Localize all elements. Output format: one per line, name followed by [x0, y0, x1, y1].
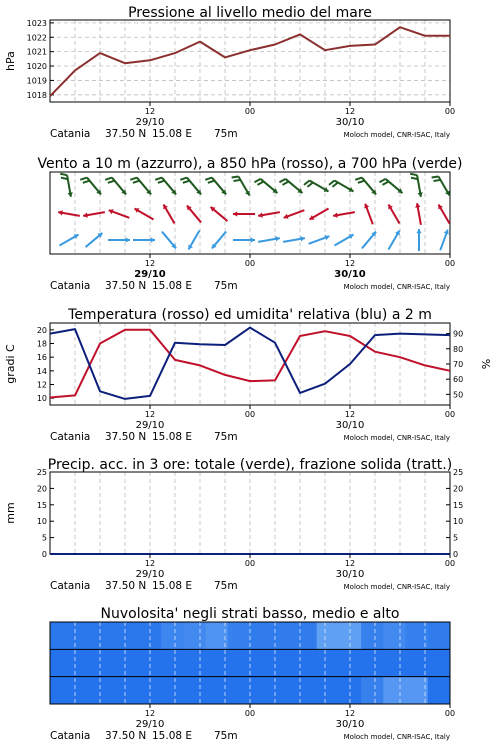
- precip-footer-lat: 37.50 N: [105, 580, 146, 592]
- clouds-cell-basso: [294, 677, 317, 704]
- clouds-footer-elev: 75m: [214, 730, 238, 742]
- wind-barb: [358, 181, 365, 183]
- wind-vector-10m: [389, 230, 400, 249]
- wind-vector-850hpa: [83, 212, 105, 218]
- temp-rh-title: Temperatura (rosso) ed umidita' relativa (blu) a 2 m: [67, 307, 432, 323]
- temp-rh-ytick-right-label: 80: [453, 345, 463, 354]
- clouds-cell-medio: [117, 649, 140, 676]
- wind-barb: [105, 178, 112, 180]
- wind-barb: [234, 180, 241, 181]
- temp-rh-ytick-right-label: 50: [453, 390, 463, 399]
- wind-barb: [410, 174, 417, 175]
- wind-barb: [432, 176, 439, 177]
- wind-barb: [80, 178, 87, 180]
- wind-barb: [307, 183, 312, 187]
- clouds-cell-basso: [428, 677, 451, 704]
- wind-head: [233, 211, 237, 216]
- clouds-xtick-label: 12: [145, 709, 155, 718]
- pressure-ytick-label: 1023: [27, 19, 47, 28]
- clouds-cell-basso: [250, 677, 273, 704]
- temp-rh-ytick-right-label: 90: [453, 330, 463, 339]
- pressure-title: Pressione al livello medio del mare: [128, 5, 372, 21]
- pressure-ytick-label: 1021: [27, 48, 47, 57]
- temp-rh-date-label: 29/10: [136, 420, 165, 431]
- clouds-cell-medio: [250, 649, 273, 676]
- wind-vector-850hpa: [415, 203, 421, 225]
- pressure-ylabel: hPa: [4, 51, 17, 71]
- wind-barb: [61, 178, 68, 179]
- wind-vector-700hpa: [205, 178, 226, 195]
- clouds-cell-basso: [72, 677, 95, 704]
- wind-vector-850hpa: [333, 212, 355, 218]
- pressure-ytick-label: 1022: [27, 33, 47, 42]
- temp-rh-xtick-label: 12: [145, 410, 155, 419]
- clouds-cell-basso: [272, 677, 295, 704]
- wind-footer-elev: 75m: [214, 280, 238, 292]
- clouds-cell-basso: [361, 677, 384, 704]
- clouds-cell-medio: [272, 649, 295, 676]
- wind-vector-10m: [334, 234, 353, 245]
- clouds-footer-location: Catania: [50, 730, 90, 742]
- precip-date-label: 30/10: [336, 569, 365, 580]
- wind-barb: [208, 181, 215, 183]
- wind-vector-850hpa: [364, 204, 373, 225]
- temp-rh-footer-lon: 15.08 E: [152, 431, 192, 443]
- wind-vector-700hpa: [279, 179, 302, 193]
- wind-vector-10m: [233, 237, 255, 242]
- wind-vector-850hpa: [438, 204, 449, 223]
- wind-vector-10m: [283, 236, 305, 242]
- wind-vector-850hpa: [388, 204, 399, 223]
- precip-ytick-right-label: 10: [453, 517, 463, 526]
- precip-ytick-label: 25: [37, 468, 47, 477]
- wind-vector-700hpa: [379, 179, 402, 193]
- wind-vector-700hpa: [60, 174, 73, 197]
- wind-barb: [257, 182, 263, 185]
- wind-vector-700hpa: [130, 178, 151, 195]
- wind-xtick-label: 12: [145, 259, 155, 268]
- clouds-footer-lon: 15.08 E: [152, 730, 192, 742]
- wind-head: [416, 229, 421, 233]
- temp-rh-ytick-label: 18: [37, 340, 47, 349]
- clouds-cell-alto: [117, 622, 140, 649]
- clouds-cell-alto: [183, 622, 206, 649]
- temp-rh-xtick-label: 00: [245, 410, 255, 419]
- precip-xtick-label: 12: [145, 559, 155, 568]
- clouds-cell-basso: [183, 677, 206, 704]
- wind-vector-850hpa: [233, 211, 255, 216]
- clouds-cell-medio: [228, 649, 251, 676]
- temp-rh-ytick-label: 12: [37, 381, 47, 390]
- wind-footer-lat: 37.50 N: [105, 280, 146, 292]
- precip-title: Precip. acc. in 3 ore: totale (verde), frazione solida (tratt.): [48, 457, 452, 473]
- pressure-footer-credit: Moloch model, CNR-ISAC, Italy: [344, 131, 450, 139]
- wind-vector-700hpa: [180, 178, 201, 195]
- wind-barb: [232, 176, 239, 177]
- clouds-cell-medio: [183, 649, 206, 676]
- wind-barb: [382, 182, 388, 185]
- clouds-cell-alto: [161, 622, 184, 649]
- wind-head: [251, 237, 255, 242]
- temp-rh-ytick-label: 14: [37, 367, 47, 376]
- wind-vector-10m: [133, 237, 155, 242]
- clouds-cell-basso: [117, 677, 140, 704]
- wind-vector-700hpa: [80, 178, 101, 195]
- wind-barb: [355, 178, 362, 180]
- clouds-cell-medio: [72, 649, 95, 676]
- precip-xtick-label: 00: [445, 559, 455, 568]
- clouds-cell-basso: [317, 677, 340, 704]
- clouds-cell-alto: [428, 622, 451, 649]
- wind-vector-850hpa: [58, 210, 80, 216]
- wind-footer-lon: 15.08 E: [152, 280, 192, 292]
- temp-rh-ytick-label: 20: [37, 326, 47, 335]
- precip-footer-credit: Moloch model, CNR-ISAC, Italy: [344, 583, 450, 591]
- wind-barb: [329, 181, 334, 185]
- precip-ytick-right-label: 20: [453, 484, 463, 493]
- wind-vector-700hpa: [355, 178, 376, 195]
- wind-vector-10m: [362, 232, 376, 249]
- precip-ytick-label: 20: [37, 484, 47, 493]
- temp-rh-footer-elev: 75m: [214, 431, 238, 443]
- clouds-cell-medio: [428, 649, 451, 676]
- wind-vector-10m: [416, 229, 421, 251]
- temp-rh-ylabel: gradi C: [4, 344, 17, 384]
- wind-barb: [158, 181, 165, 183]
- wind-barb: [332, 183, 337, 187]
- clouds-cell-basso: [161, 677, 184, 704]
- wind-barb: [279, 179, 285, 182]
- precip-ytick-label: 15: [37, 501, 47, 510]
- precip-ytick-label: 0: [42, 550, 47, 559]
- clouds-title: Nuvolosita' negli strati basso, medio e alto: [101, 606, 400, 622]
- pressure-date-label: 30/10: [336, 117, 365, 128]
- clouds-xtick-label: 00: [245, 709, 255, 718]
- wind-vector-700hpa: [432, 176, 450, 195]
- wind-vector-850hpa: [187, 206, 201, 223]
- clouds-cell-alto: [383, 622, 406, 649]
- clouds-xtick-label: 00: [445, 709, 455, 718]
- pressure-ytick-label: 1019: [27, 76, 47, 85]
- wind-barb: [133, 181, 140, 183]
- temp-rh-xtick-label: 00: [445, 410, 455, 419]
- wind-barb: [205, 178, 212, 180]
- pressure-xtick-label: 00: [245, 107, 255, 116]
- wind-vector-10m: [309, 235, 330, 244]
- clouds-date-label: 30/10: [336, 719, 365, 730]
- clouds-cell-medio: [383, 649, 406, 676]
- pressure-date-label: 29/10: [136, 117, 165, 128]
- wind-vector-850hpa: [258, 212, 280, 218]
- clouds-cell-basso: [50, 677, 73, 704]
- wind-date-label: 30/10: [334, 269, 366, 280]
- temp-rh-right-ylabel: %: [480, 359, 493, 369]
- clouds-cell-alto: [50, 622, 73, 649]
- temp-rh-ytick-right-label: 60: [453, 375, 463, 384]
- wind-barb: [108, 181, 115, 183]
- temp-rh-footer-location: Catania: [50, 431, 90, 443]
- wind-barb: [304, 181, 309, 185]
- wind-barb: [379, 179, 385, 182]
- precip-frame: [50, 472, 450, 554]
- wind-vector-700hpa: [254, 179, 277, 193]
- wind-vector-850hpa: [309, 209, 328, 220]
- precip-xtick-label: 12: [345, 559, 355, 568]
- wind-barb: [180, 178, 187, 180]
- wind-vector-10m: [59, 234, 78, 245]
- clouds-cell-basso: [383, 677, 406, 704]
- clouds-xtick-label: 12: [345, 709, 355, 718]
- precip-footer-elev: 75m: [214, 580, 238, 592]
- precip-ytick-label: 5: [42, 534, 47, 543]
- pressure-xtick-label: 12: [345, 107, 355, 116]
- pressure-footer-lat: 37.50 N: [105, 128, 146, 140]
- wind-vector-850hpa: [134, 208, 153, 219]
- pressure-xtick-label: 12: [145, 107, 155, 116]
- wind-vector-850hpa: [163, 204, 174, 223]
- temp-rh-ytick-label: 10: [37, 394, 47, 403]
- temp-rh-footer-credit: Moloch model, CNR-ISAC, Italy: [344, 434, 450, 442]
- wind-vector-850hpa: [109, 209, 130, 218]
- wind-vector-10m: [212, 232, 226, 249]
- precip-ytick-right-label: 15: [453, 501, 463, 510]
- pressure-footer-elev: 75m: [214, 128, 238, 140]
- pressure-ytick-label: 1020: [27, 62, 47, 71]
- wind-barb: [60, 174, 67, 175]
- wind-vector-700hpa: [155, 178, 176, 195]
- wind-vector-10m: [162, 232, 176, 249]
- clouds-cell-alto: [94, 622, 117, 649]
- wind-xtick-label: 00: [245, 259, 255, 268]
- wind-date-label: 29/10: [134, 269, 166, 280]
- clouds-cell-alto: [72, 622, 95, 649]
- clouds-cell-medio: [361, 649, 384, 676]
- wind-xtick-label: 00: [445, 259, 455, 268]
- precip-footer-lon: 15.08 E: [152, 580, 192, 592]
- wind-barb: [411, 178, 418, 179]
- precip-ytick-right-label: 25: [453, 468, 463, 477]
- temp-rh-ytick-right-label: 70: [453, 360, 463, 369]
- wind-head: [151, 237, 155, 242]
- temp-rh-frame: [50, 323, 450, 405]
- wind-vector-10m: [188, 230, 199, 249]
- clouds-cell-alto: [317, 622, 340, 649]
- wind-footer-location: Catania: [50, 280, 90, 292]
- wind-vector-10m: [108, 237, 130, 242]
- precip-ytick-label: 10: [37, 517, 47, 526]
- temp-rh-date-label: 30/10: [336, 420, 365, 431]
- pressure-frame: [50, 20, 450, 102]
- clouds-cell-alto: [272, 622, 295, 649]
- clouds-cell-medio: [161, 649, 184, 676]
- clouds-cell-basso: [228, 677, 251, 704]
- precip-ytick-right-label: 5: [453, 534, 458, 543]
- wind-barb: [282, 182, 288, 185]
- wind-title: Vento a 10 m (azzurro), a 850 hPa (rosso), a 700 hPa (verde): [37, 156, 462, 172]
- wind-barb: [183, 181, 190, 183]
- clouds-cell-alto: [361, 622, 384, 649]
- temp-rh-xtick-label: 12: [345, 410, 355, 419]
- temp-rh-ytick-label: 16: [37, 353, 47, 362]
- wind-barb: [254, 179, 260, 182]
- wind-head: [126, 237, 130, 242]
- clouds-cell-medio: [317, 649, 340, 676]
- temp-rh-footer-lat: 37.50 N: [105, 431, 146, 443]
- pressure-xtick-label: 00: [445, 107, 455, 116]
- clouds-cell-medio: [294, 649, 317, 676]
- precip-ylabel: mm: [4, 502, 17, 523]
- wind-vector-700hpa: [410, 174, 423, 197]
- clouds-date-label: 29/10: [136, 719, 165, 730]
- wind-vector-700hpa: [232, 176, 250, 195]
- pressure-footer-lon: 15.08 E: [152, 128, 192, 140]
- wind-xtick-label: 12: [345, 259, 355, 268]
- pressure-ytick-label: 1018: [27, 91, 47, 100]
- wind-barb: [130, 178, 137, 180]
- wind-vector-700hpa: [105, 178, 126, 195]
- wind-barb: [83, 181, 90, 183]
- precip-ytick-right-label: 0: [453, 550, 458, 559]
- clouds-footer-lat: 37.50 N: [105, 730, 146, 742]
- precip-footer-location: Catania: [50, 580, 90, 592]
- wind-barb: [155, 178, 162, 180]
- clouds-cell-alto: [294, 622, 317, 649]
- precip-date-label: 29/10: [136, 569, 165, 580]
- clouds-cell-medio: [94, 649, 117, 676]
- wind-vector-10m: [258, 236, 280, 242]
- clouds-cell-medio: [50, 649, 73, 676]
- clouds-cell-alto: [250, 622, 273, 649]
- precip-xtick-label: 00: [245, 559, 255, 568]
- pressure-footer-location: Catania: [50, 128, 90, 140]
- wind-footer-credit: Moloch model, CNR-ISAC, Italy: [344, 283, 450, 291]
- wind-vector-10m: [440, 230, 449, 251]
- clouds-cell-basso: [94, 677, 117, 704]
- clouds-footer-credit: Moloch model, CNR-ISAC, Italy: [344, 733, 450, 741]
- clouds-cell-alto: [228, 622, 251, 649]
- wind-vector-850hpa: [284, 210, 305, 219]
- wind-barb: [434, 180, 441, 181]
